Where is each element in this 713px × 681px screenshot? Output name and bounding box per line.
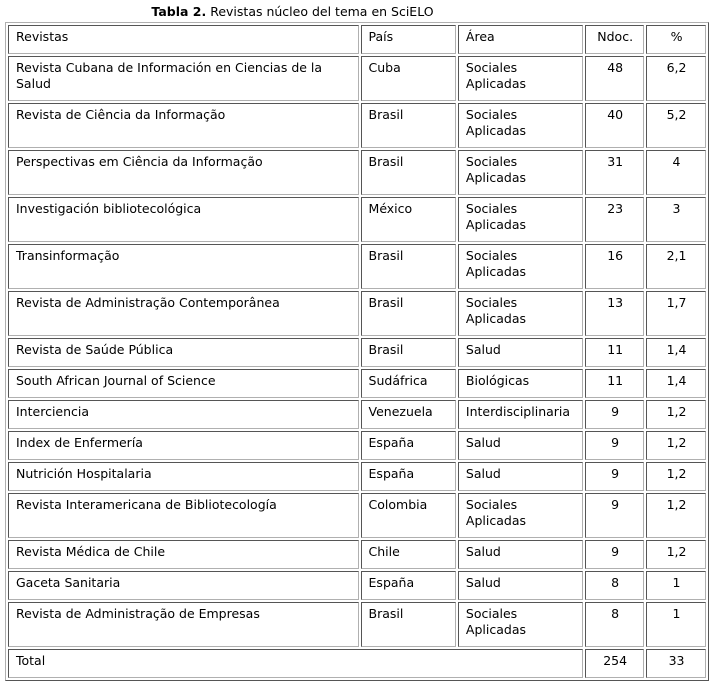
table-row (8, 150, 706, 195)
cell-pct: 3 (646, 197, 706, 242)
header-pais: País (361, 25, 456, 54)
cell-revista: Interciencia (8, 400, 359, 429)
cell-area: Interdisciplinaria (458, 400, 583, 429)
cell-pct: 6,2 (646, 56, 706, 101)
cell-pct: 1 (646, 571, 706, 600)
table-row (8, 571, 706, 600)
cell-area: Sociales Aplicadas (458, 103, 583, 148)
cell-pais: Venezuela (361, 400, 456, 429)
cell-pais: México (361, 197, 456, 242)
cell-pais: Brasil (361, 291, 456, 336)
cell-revista: Gaceta Sanitaria (8, 571, 359, 600)
cell-area: Salud (458, 540, 583, 569)
table-row (8, 338, 706, 367)
cell-area: Sociales Aplicadas (458, 56, 583, 101)
cell-pct: 5,2 (646, 103, 706, 148)
table-row (8, 197, 706, 242)
table-row (8, 602, 706, 647)
cell-revista: Transinformação (8, 244, 359, 289)
cell-area: Sociales Aplicadas (458, 493, 583, 538)
table-caption-text: Revistas núcleo del tema en SciELO (206, 4, 434, 19)
cell-area: Sociales Aplicadas (458, 244, 583, 289)
cell-area: Salud (458, 571, 583, 600)
cell-ndoc: 23 (585, 197, 644, 242)
cell-area: Biológicas (458, 369, 583, 398)
cell-pct: 1,2 (646, 462, 706, 491)
cell-revista: Revista de Saúde Pública (8, 338, 359, 367)
cell-pct: 1,4 (646, 338, 706, 367)
cell-ndoc: 8 (585, 571, 644, 600)
table-body (8, 25, 706, 678)
table-caption-label: Tabla 2. (151, 4, 207, 19)
table-row (8, 462, 706, 491)
header-row (8, 25, 706, 54)
cell-pct: 4 (646, 150, 706, 195)
table-row (8, 400, 706, 429)
cell-area: Salud (458, 462, 583, 491)
cell-revista: Revista de Administração de Empresas (8, 602, 359, 647)
header-area: Área (458, 25, 583, 54)
table-row (8, 291, 706, 336)
cell-revista: Revista Médica de Chile (8, 540, 359, 569)
total-row (8, 649, 706, 678)
cell-ndoc: 9 (585, 431, 644, 460)
cell-pais: Chile (361, 540, 456, 569)
cell-revista: Revista de Administração Contemporânea (8, 291, 359, 336)
total-pct: 33 (646, 649, 706, 678)
cell-ndoc: 9 (585, 540, 644, 569)
cell-pct: 1 (646, 602, 706, 647)
table-row (8, 431, 706, 460)
table-row (8, 56, 706, 101)
cell-pais: Brasil (361, 244, 456, 289)
header-revistas: Revistas (8, 25, 359, 54)
cell-pct: 1,2 (646, 431, 706, 460)
cell-pais: Colombia (361, 493, 456, 538)
table-row (8, 103, 706, 148)
cell-pct: 1,2 (646, 540, 706, 569)
table-row (8, 540, 706, 569)
cell-revista: Revista Interamericana de Bibliotecología (8, 493, 359, 538)
header-pct: % (646, 25, 706, 54)
cell-pais: Brasil (361, 150, 456, 195)
cell-area: Salud (458, 431, 583, 460)
cell-ndoc: 31 (585, 150, 644, 195)
cell-ndoc: 11 (585, 338, 644, 367)
cell-pais: España (361, 462, 456, 491)
header-ndoc: Ndoc. (585, 25, 644, 54)
table-row (8, 493, 706, 538)
cell-pct: 1,7 (646, 291, 706, 336)
journals-table (5, 22, 709, 681)
cell-pais: España (361, 571, 456, 600)
cell-ndoc: 16 (585, 244, 644, 289)
cell-ndoc: 48 (585, 56, 644, 101)
cell-revista: Revista de Ciência da Informação (8, 103, 359, 148)
total-label: Total (8, 649, 583, 678)
cell-pais: Brasil (361, 338, 456, 367)
cell-pct: 2,1 (646, 244, 706, 289)
cell-pais: Brasil (361, 602, 456, 647)
cell-ndoc: 9 (585, 400, 644, 429)
cell-area: Sociales Aplicadas (458, 197, 583, 242)
cell-revista: Revista Cubana de Información en Ciencias de la Salud (8, 56, 359, 101)
cell-revista: South African Journal of Science (8, 369, 359, 398)
cell-revista: Nutrición Hospitalaria (8, 462, 359, 491)
cell-revista: Investigación bibliotecológica (8, 197, 359, 242)
cell-area: Sociales Aplicadas (458, 602, 583, 647)
cell-pct: 1,2 (646, 493, 706, 538)
table-row (8, 244, 706, 289)
cell-pais: España (361, 431, 456, 460)
cell-ndoc: 9 (585, 462, 644, 491)
table-row (8, 369, 706, 398)
cell-area: Sociales Aplicadas (458, 291, 583, 336)
cell-ndoc: 9 (585, 493, 644, 538)
cell-revista: Perspectivas em Ciência da Informação (8, 150, 359, 195)
total-ndoc: 254 (585, 649, 644, 678)
cell-ndoc: 40 (585, 103, 644, 148)
cell-area: Sociales Aplicadas (458, 150, 583, 195)
cell-pct: 1,4 (646, 369, 706, 398)
cell-ndoc: 11 (585, 369, 644, 398)
cell-pais: Cuba (361, 56, 456, 101)
cell-pct: 1,2 (646, 400, 706, 429)
cell-pais: Sudáfrica (361, 369, 456, 398)
cell-area: Salud (458, 338, 583, 367)
cell-ndoc: 8 (585, 602, 644, 647)
table-caption (0, 4, 585, 20)
cell-pais: Brasil (361, 103, 456, 148)
cell-revista: Index de Enfermería (8, 431, 359, 460)
cell-ndoc: 13 (585, 291, 644, 336)
